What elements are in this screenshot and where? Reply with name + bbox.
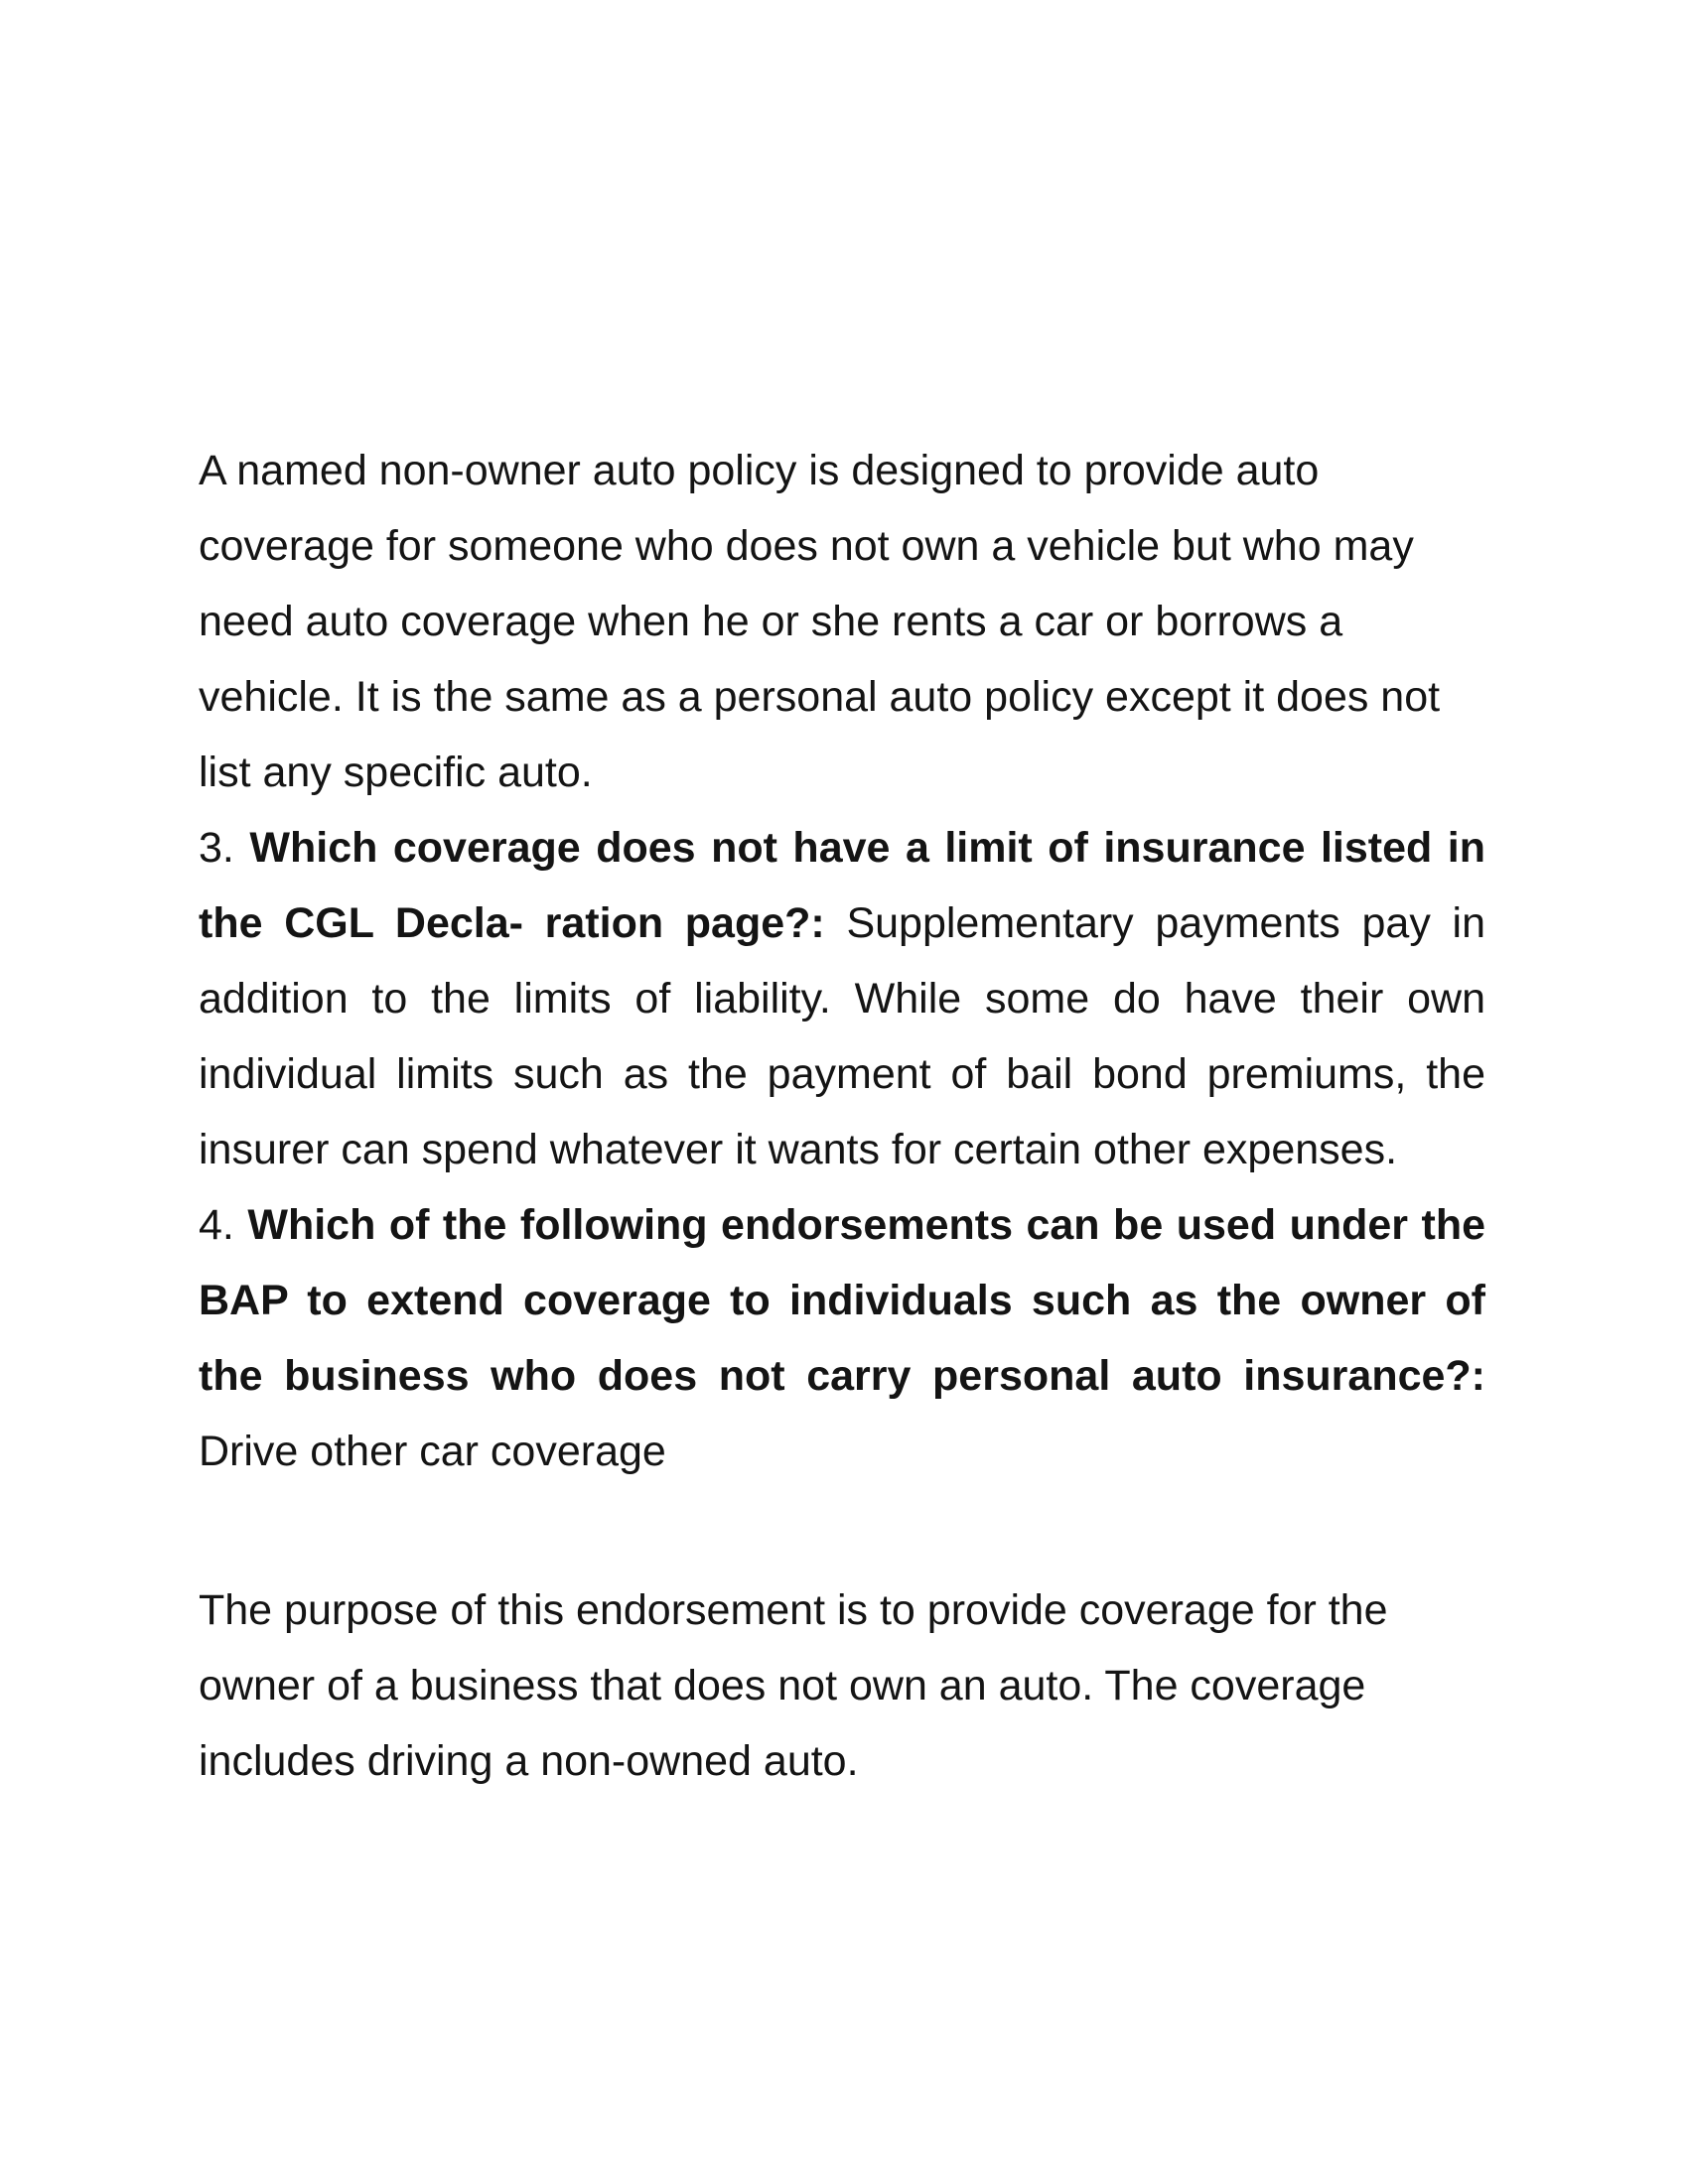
document-body — [199, 433, 1485, 1799]
question-text: Which coverage does not have a limit of insurance listed in the CGL Decla- ration page?: — [199, 824, 1486, 947]
answer-text: Drive other car coverage — [199, 1428, 666, 1475]
question-text: Which of the following endorsements can be used under the BAP to extend coverage to individuals such as the owner of the business who does not carry personal auto insurance?: — [199, 1201, 1486, 1400]
closing-paragraph: The purpose of this endorsement is to provide coverage for the owner of a business that does not own an auto. The coverage includes driving a non-owned auto. — [199, 1586, 1388, 1785]
question-number: 4. — [199, 1201, 234, 1249]
question-number: 3. — [199, 824, 234, 872]
intro-paragraph: A named non-owner auto policy is designed to provide auto coverage for someone who does not own a vehicle but who may need auto coverage when he or she rents a car or borrows a vehicle. It is the same as a personal auto policy except it does not list any specific auto. — [199, 447, 1441, 796]
paragraph-spacer — [199, 1489, 1485, 1572]
question-item-4 — [199, 1187, 1485, 1489]
question-item-3 — [199, 810, 1485, 1187]
answer-text: Supplementary payments pay in addition to the limits of liability. While some do have their own individual limits such as the payment of bail bond premiums, the insurer can spend whatever it wants for certain other expenses. — [199, 899, 1485, 1173]
